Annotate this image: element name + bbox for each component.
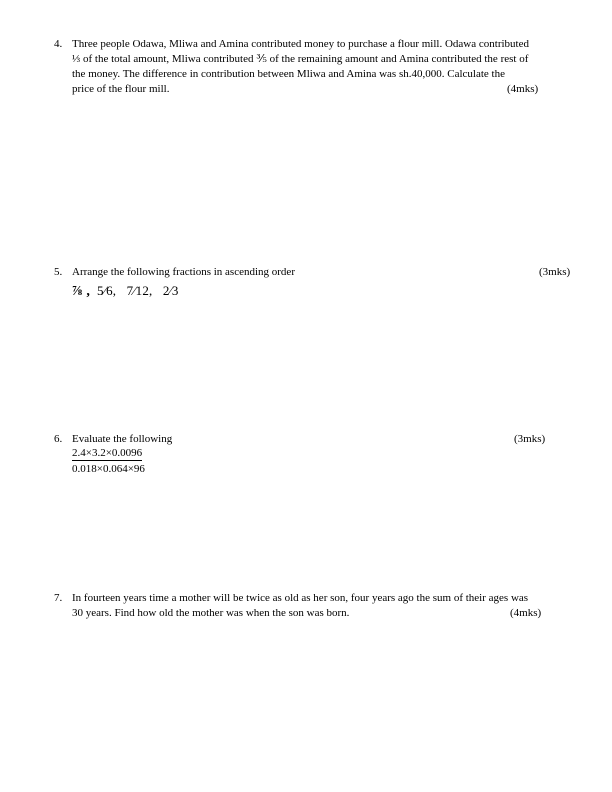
fraction-item: ⅞ , <box>72 284 91 299</box>
question-text-line: Evaluate the following <box>72 433 173 445</box>
fraction-items: 5⁄6, 7⁄12, 2⁄3 <box>90 283 179 298</box>
marks-label: (3mks) <box>514 433 546 445</box>
question-text-line: Arrange the following fractions in ascending order <box>72 266 295 278</box>
question-4 <box>0 37 612 107</box>
question-7 <box>0 591 612 623</box>
fraction-list <box>72 283 179 299</box>
question-5 <box>0 265 612 305</box>
question-text-line: price of the flour mill. <box>72 83 170 95</box>
expression-numerator: 2.4×3.2×0.0096 <box>72 447 143 459</box>
marks-label: (3mks) <box>539 266 571 278</box>
question-text-line: Three people Odawa, Mliwa and Amina contributed money to purchase a flour mill. Odawa contributed <box>72 38 529 50</box>
expression-denominator: 0.018×0.064×96 <box>72 463 145 475</box>
marks-label: (4mks) <box>507 83 539 95</box>
question-text-line: ⅓ of the total amount, Mliwa contributed ⅗ of the remaining amount and Amina contributed the rest of <box>72 53 529 65</box>
question-6 <box>0 432 612 482</box>
marks-label: (4mks) <box>510 607 542 619</box>
question-number: 5. <box>54 266 63 278</box>
question-number: 4. <box>54 38 63 50</box>
question-text-line: the money. The difference in contribution between Mliwa and Amina was sh.40,000. Calculate the <box>72 68 505 80</box>
question-number: 7. <box>54 592 63 604</box>
question-text-line: In fourteen years time a mother will be twice as old as her son, four years ago the sum of their ages was <box>72 592 529 604</box>
question-number: 6. <box>54 433 63 445</box>
question-text-line: 30 years. Find how old the mother was when the son was born. <box>72 607 350 619</box>
